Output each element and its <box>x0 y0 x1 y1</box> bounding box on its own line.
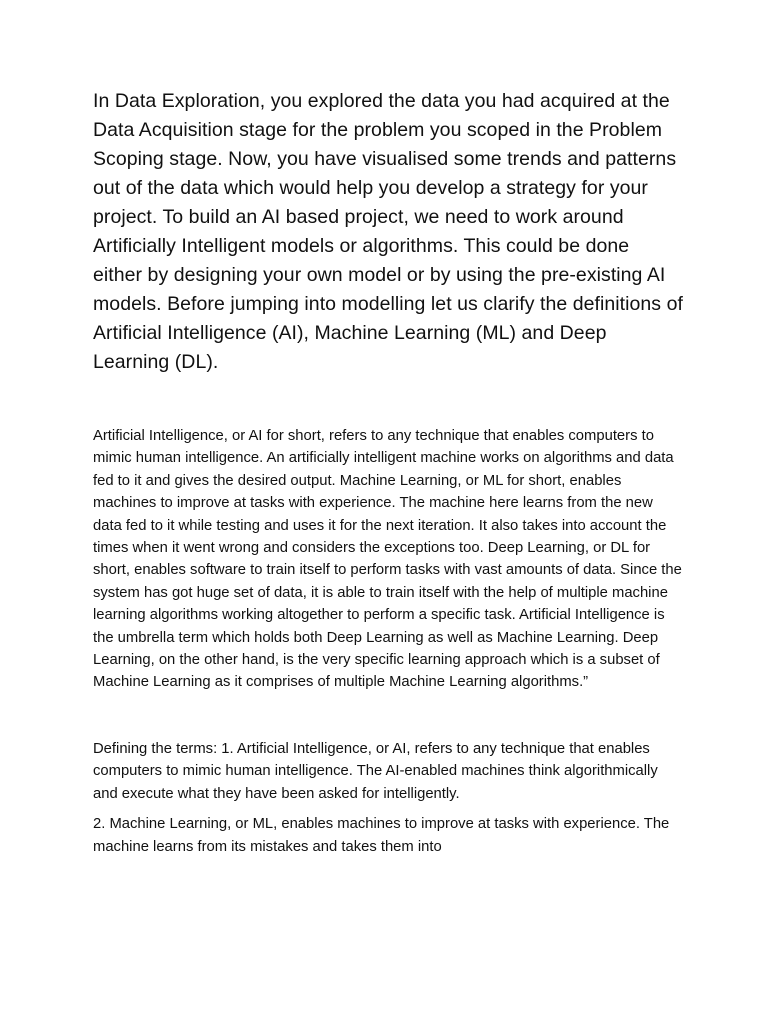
document-body <box>93 87 683 858</box>
definitions-paragraph: Artificial Intelligence, or AI for short, refers to any technique that enables computers to mimic human intelligence. An artificially intelligent machine works on algorithms and data fed to it and gives the desired output. Machine Learning, or ML for short, enables machines to improve at tasks with experience. The machine here learns from the new data fed to it while testing and uses it for the next iteration. It also takes into account the times when it went wrong and considers the exceptions too. Deep Learning, or DL for short, enables software to train itself to perform tasks with vast amounts of data. Since the system has got huge set of data, it is able to train itself with the help of multiple machine learning algorithms working altogether to perform a specific task. Artificial Intelligence is the umbrella term which holds both Deep Learning as well as Machine Learning. Deep Learning, on the other hand, is the very specific learning approach which is a subset of Machine Learning as it comprises of multiple Machine Learning algorithms.” <box>93 428 682 691</box>
defining-terms-paragraph: Defining the terms: 1. Artificial Intelligence, or AI, refers to any technique that enables computers to mimic human intelligence. The AI-enabled machines think algorithmically and execute what they have been asked for intelligently. <box>93 740 658 802</box>
intro-paragraph: In Data Exploration, you explored the data you had acquired at the Data Acquisition stage for the problem you scoped in the Problem Scoping stage. Now, you have visualised some trends and patterns out of the data which would help you develop a strategy for your project. To build an AI based project, we need to work around Artificially Intelligent models or algorithms. This could be done either by designing your own model or by using the pre-existing AI models. Before jumping into modelling let us clarify the definitions of Artificial Intelligence (AI), Machine Learning (ML) and Deep Learning (DL). <box>93 90 683 373</box>
machine-learning-point-paragraph: 2. Machine Learning, or ML, enables machines to improve at tasks with experience. The machine learns from its mistakes and takes them into <box>93 816 670 855</box>
